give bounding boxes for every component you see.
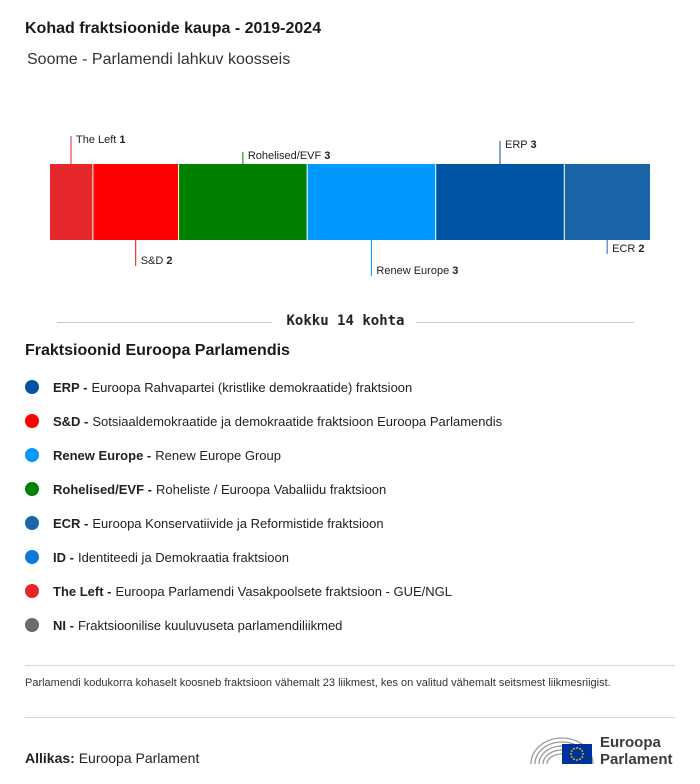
eu-star-icon (582, 753, 584, 755)
eu-star-icon (571, 750, 573, 752)
bar-segment (93, 164, 179, 240)
legend-item (25, 540, 502, 574)
legend-dot-icon (25, 584, 39, 598)
segment-label (376, 265, 458, 277)
source-value: Euroopa Parlament (78, 750, 200, 766)
segment-name: Rohelised/EVF (247, 150, 325, 162)
eu-star-icon (581, 750, 583, 752)
footnote-divider-top (25, 665, 675, 666)
segment-name: ECR (612, 243, 639, 255)
source-label: Allikas: (25, 750, 75, 766)
european-parliament-logo (529, 730, 679, 770)
legend-dot-icon (25, 448, 39, 462)
legend-desc: Euroopa Parlamendi Vasakpoolsete fraktsioon - GUE/NGL (115, 583, 452, 599)
segment-name: S&D (140, 255, 167, 267)
legend-abbr: ID - (53, 549, 74, 565)
bar-segment (564, 164, 650, 240)
bar-segment (50, 164, 93, 240)
segment-value: 3 (324, 150, 331, 162)
eu-star-icon (579, 758, 581, 760)
segment-value: 3 (530, 139, 537, 151)
legend-title: Fraktsioonid Euroopa Parlamendis (25, 342, 290, 359)
chart-title: Kohad fraktsioonide kaupa - 2019-2024 (25, 20, 322, 37)
legend-item (25, 472, 502, 506)
eu-star-icon (573, 748, 575, 750)
segment-label (76, 134, 126, 146)
footnote: Parlamendi kodukorra kohaselt koosneb fraktsioon vähemalt 23 liikmest, kes on valitud vähemalt seitsmest liikmesriigist. (25, 677, 611, 689)
eu-star-icon (571, 756, 573, 758)
segment-name: ERP (505, 139, 531, 151)
legend-abbr: Renew Europe - (53, 447, 152, 463)
logo-line-2: Parlament (600, 751, 673, 768)
hemicycle-flag-icon (529, 730, 595, 770)
legend-abbr: ECR - (53, 515, 89, 531)
source-line (25, 750, 199, 766)
total-divider-right (416, 322, 634, 323)
legend-dot-icon (25, 482, 39, 496)
legend-desc: Renew Europe Group (155, 447, 281, 463)
legend-list (25, 370, 502, 642)
eu-star-icon (576, 759, 578, 761)
legend-abbr: S&D - (53, 413, 89, 429)
segment-name: The Left (76, 134, 120, 146)
eu-star-icon (576, 747, 578, 749)
eu-star-icon (570, 753, 572, 755)
legend-item (25, 404, 502, 438)
bar-segment (179, 164, 308, 240)
eu-flag-icon (562, 744, 592, 764)
legend-abbr: Rohelised/EVF - (53, 481, 152, 497)
legend-desc: Identiteedi ja Demokraatia fraktsioon (77, 549, 289, 565)
segment-label (141, 255, 173, 267)
legend-dot-icon (25, 550, 39, 564)
eu-star-icon (579, 748, 581, 750)
logo-wordmark (600, 734, 673, 768)
legend-dot-icon (25, 414, 39, 428)
legend-abbr: NI - (53, 617, 74, 633)
legend-item (25, 370, 502, 404)
legend-abbr: The Left - (53, 583, 112, 599)
legend-desc: Euroopa Rahvapartei (kristlike demokraatide) fraktsioon (91, 379, 413, 395)
total-row (57, 312, 634, 332)
legend-dot-icon (25, 516, 39, 530)
logo-line-1: Euroopa (600, 734, 661, 751)
segment-label (612, 243, 644, 255)
bar-segment (436, 164, 565, 240)
legend-dot-icon (25, 380, 39, 394)
legend-dot-icon (25, 618, 39, 632)
segment-value: 3 (452, 265, 459, 277)
legend-abbr: ERP - (53, 379, 88, 395)
segment-label (248, 150, 331, 162)
segment-value: 1 (119, 134, 126, 146)
total-seats-label: Kokku 14 kohta (286, 313, 405, 329)
legend-desc: Sotsiaaldemokraatide ja demokraatide fraktsioon Euroopa Parlamendis (92, 413, 503, 429)
legend-desc: Euroopa Konservatiivide ja Reformistide fraktsioon (92, 515, 384, 531)
segment-value: 2 (166, 255, 173, 267)
eu-star-icon (573, 758, 575, 760)
legend-item (25, 608, 502, 642)
segment-name: Renew Europe (376, 265, 453, 277)
bar-segment (307, 164, 436, 240)
legend-item (25, 506, 502, 540)
legend-item (25, 574, 502, 608)
legend-desc: Fraktsioonilise kuuluvuseta parlamendiliikmed (77, 617, 343, 633)
legend-item (25, 438, 502, 472)
seat-bar-chart (0, 0, 700, 300)
segment-value: 2 (638, 243, 645, 255)
footnote-divider-bottom (25, 717, 675, 718)
legend-desc: Roheliste / Euroopa Vabaliidu fraktsioon (155, 481, 387, 497)
eu-star-icon (581, 756, 583, 758)
segment-label (505, 139, 537, 151)
chart-subtitle: Soome - Parlamendi lahkuv koosseis (27, 51, 291, 68)
